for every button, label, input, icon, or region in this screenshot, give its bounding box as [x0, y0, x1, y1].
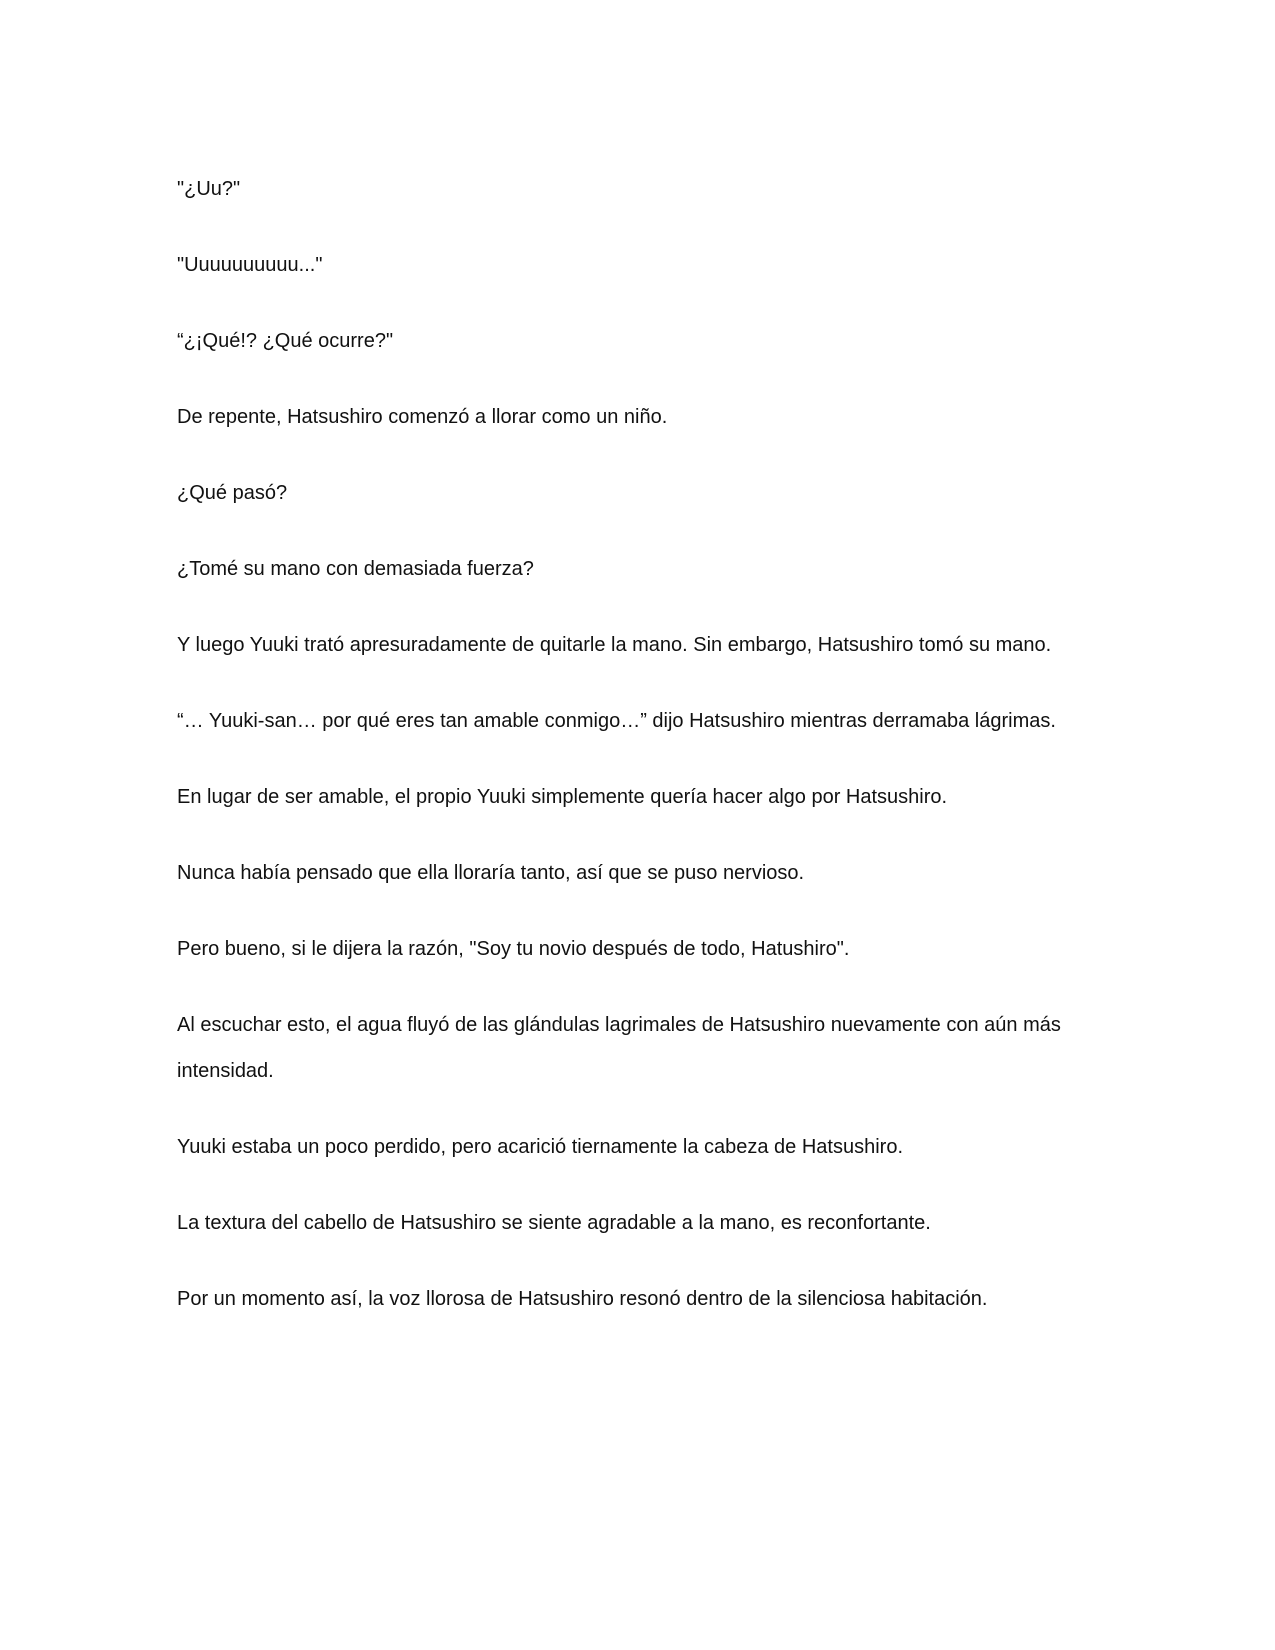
paragraph-14: La textura del cabello de Hatsushiro se siente agradable a la mano, es reconfortante.: [177, 1212, 931, 1234]
paragraph-6: ¿Tomé su mano con demasiada fuerza?: [177, 558, 534, 580]
paragraph-15: Por un momento así, la voz llorosa de Hatsushiro resonó dentro de la silenciosa habitación.: [177, 1288, 988, 1310]
paragraph-1: "¿Uu?": [177, 178, 241, 200]
paragraph-8: “… Yuuki-san… por qué eres tan amable conmigo…” dijo Hatsushiro mientras derramaba lágrimas.: [177, 710, 1056, 732]
paragraph-11: Pero bueno, si le dijera la razón, "Soy tu novio después de todo, Hatushiro".: [177, 938, 850, 960]
paragraph-10: Nunca había pensado que ella lloraría tanto, así que se puso nervioso.: [177, 862, 805, 884]
paragraph-3: “¿¡Qué!? ¿Qué ocurre?": [177, 330, 394, 352]
paragraph-13: Yuuki estaba un poco perdido, pero acarició tiernamente la cabeza de Hatsushiro.: [177, 1136, 904, 1158]
paragraph-9: En lugar de ser amable, el propio Yuuki simplemente quería hacer algo por Hatsushiro.: [177, 786, 948, 808]
paragraph-7: Y luego Yuuki trató apresuradamente de quitarle la mano. Sin embargo, Hatsushiro tomó su mano.: [177, 634, 1052, 656]
paragraph-4: De repente, Hatsushiro comenzó a llorar como un niño.: [177, 406, 668, 428]
paragraph-12: Al escuchar esto, el agua fluyó de las glándulas lagrimales de Hatsushiro nuevamente con aún más intensidad.: [177, 1014, 1061, 1082]
document-body: [177, 166, 1107, 1352]
paragraph-2: "Uuuuuuuuuu...": [177, 254, 323, 276]
paragraph-5: ¿Qué pasó?: [177, 482, 288, 504]
